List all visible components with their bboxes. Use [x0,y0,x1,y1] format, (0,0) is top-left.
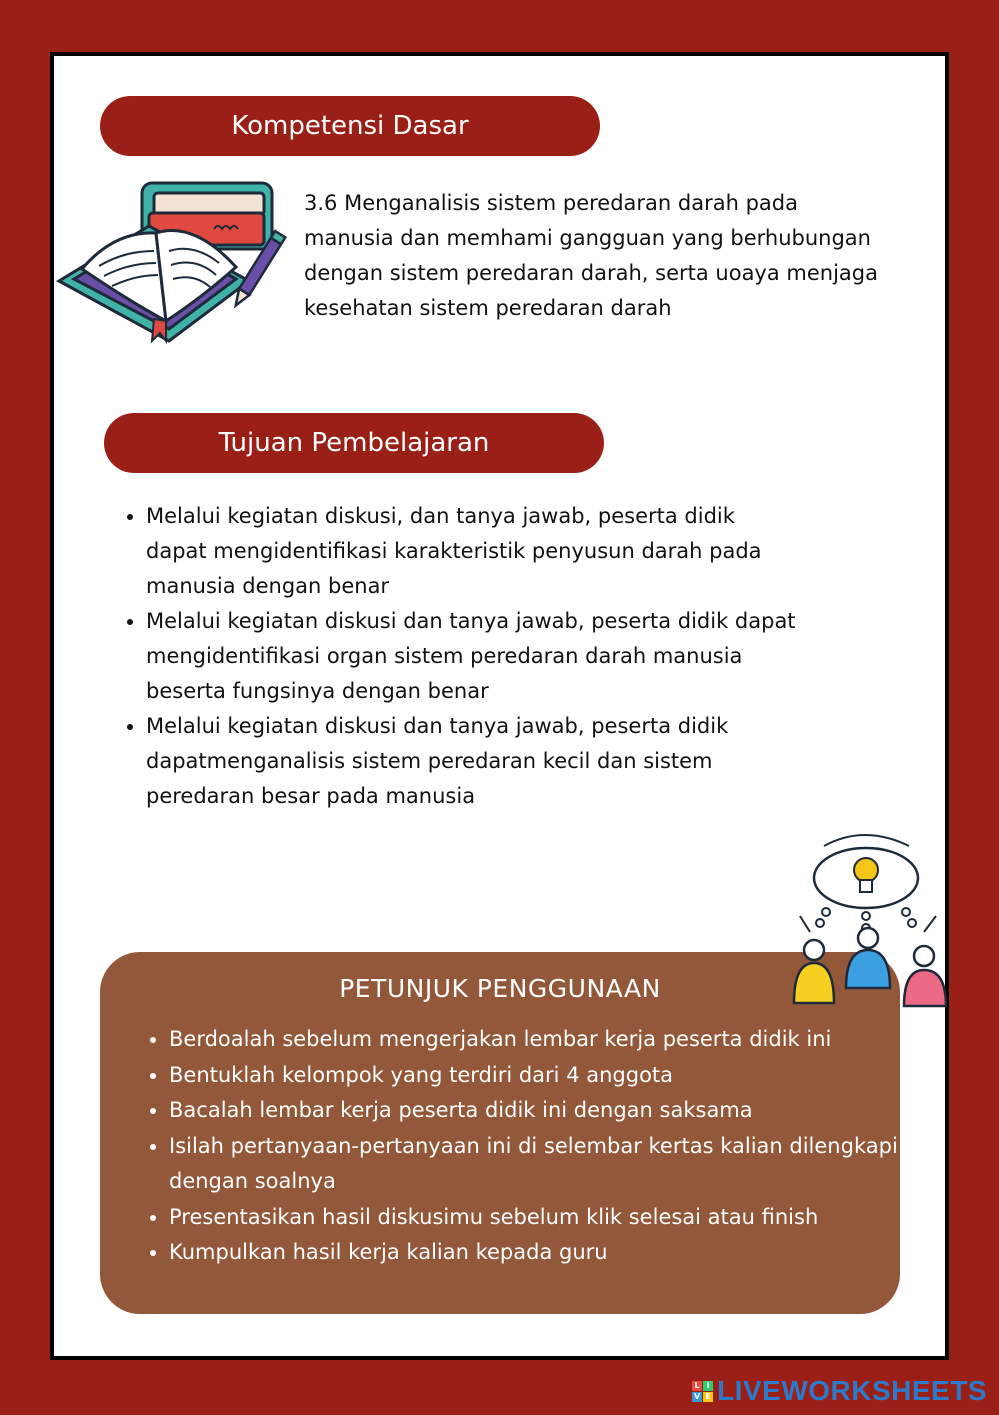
list-item: • Kumpulkan hasil kerja kalian kepada guru [169,1235,909,1271]
badge-letter: L [692,1381,702,1391]
live-badge-icon [692,1381,713,1402]
list-item: • Isilah pertanyaan-pertanyaan ini di selembar kertas kalian dilengkapi dengan soalnya [169,1129,909,1200]
team-idea-icon [784,828,949,1013]
badge-letter: I [703,1381,713,1391]
liveworksheets-logo[interactable] [692,1375,987,1407]
tujuan-list [122,499,796,814]
worksheet-page [50,52,949,1360]
brand-name: LIVEWORKSHEETS [717,1375,987,1406]
kompetensi-dasar-text: 3.6 Menganalisis sistem peredaran darah pada manusia dan memhami gangguan yang berhubungan dengan sistem peredaran darah, serta uoaya menjaga kesehatan sistem peredaran darah [304,191,878,320]
list-item: • Melalui kegiatan diskusi, dan tanya jawab, peserta didik dapat mengidentifikasi karakteristik penyusun darah pada manusia dengan benar [146,499,796,604]
list-item: • Berdoalah sebelum mengerjakan lembar kerja peserta didik ini [169,1022,909,1058]
list-item: • Presentasikan hasil diskusimu sebelum klik selesai atau finish [169,1200,909,1236]
petunjuk-list [145,1022,909,1271]
petunjuk-heading: PETUNJUK PENGGUNAAN [339,974,661,1003]
badge-letter: E [703,1392,713,1402]
list-item: • Bentuklah kelompok yang terdiri dari 4 anggota [169,1058,909,1094]
tujuan-pembelajaran-heading: Tujuan Pembelajaran [104,413,604,473]
open-book-icon [54,171,299,346]
petunjuk-panel [100,952,900,1314]
kompetensi-dasar-heading: Kompetensi Dasar [100,96,600,156]
badge-letter: V [693,1392,701,1401]
list-item: • Melalui kegiatan diskusi dan tanya jawab, peserta didik dapatmenganalisis sistem peredaran kecil dan sistem peredaran besar pada manusia [146,709,796,814]
list-item: • Bacalah lembar kerja peserta didik ini dengan saksama [169,1093,909,1129]
list-item: • Melalui kegiatan diskusi dan tanya jawab, peserta didik dapat mengidentifikasi organ sistem peredaran darah manusia beserta fungsinya dengan benar [146,604,796,709]
